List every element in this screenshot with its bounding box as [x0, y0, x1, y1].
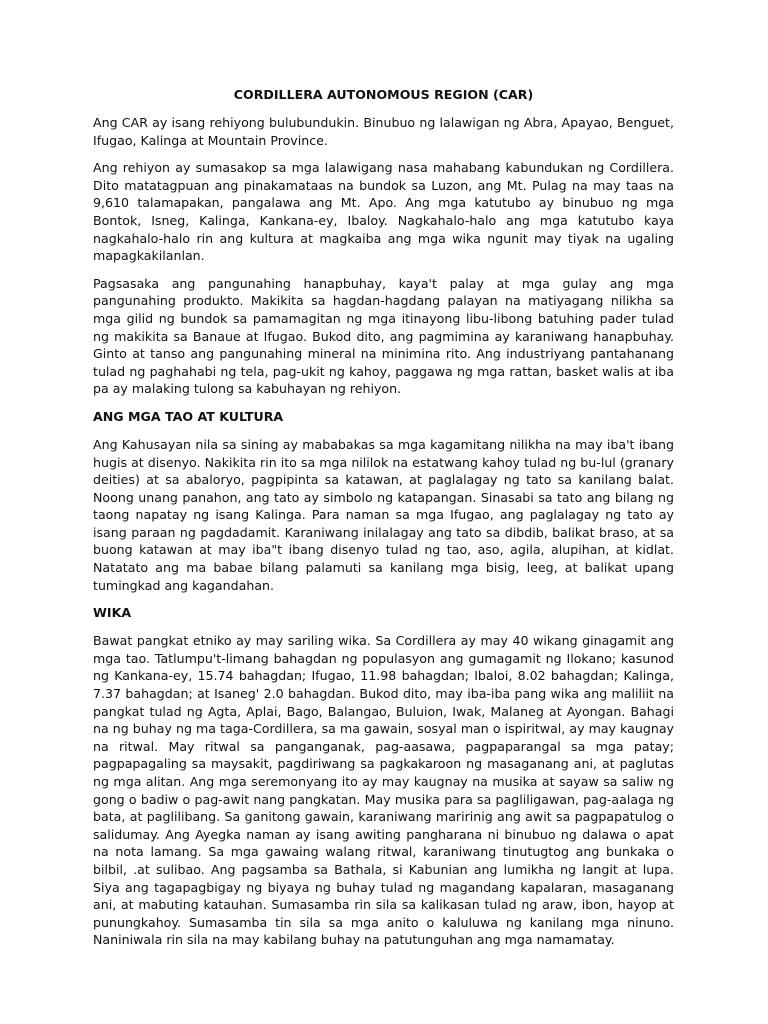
intro-paragraph-3: Pagsasaka ang pangunahing hanapbuhay, kaya't palay at mga gulay ang mga pangunahing produkto. Makikita sa hagdan-hagdang palayan na matiyagang nilikha sa mga gilid ng bundok sa pamamagitan ng mga itinayong libu-libong batuhing pader tulad ng makikita sa Banaue at Ifugao. Bukod dito, ang pagmimina ay karaniwang hanapbuhay. Ginto at tanso ang pangunahing mineral na minimina rito. Ang industriyang pantahanang tulad ng paghahabi ng tela, pag-ukit ng kahoy, paggawa ng mga rattan, basket walis at iba pa ay malaking tulong sa kabuhayan ng rehiyon. [93, 275, 674, 397]
section-body-tao-at-kultura: Ang Kahusayan nila sa sining ay mababakas sa mga kagamitang nilikha na may iba't ibang hugis at disenyo. Nakikita rin ito sa mga nililok na estatwang kahoy tulad ng bu-lul (granary deities) at sa abaloryo, pagpipinta sa katawan, at paglalagay ng tato sa kanilang balat. Noong unang panahon, ang tato ay simbolo ng katapangan. Sinasabi sa tato ang bilang ng taong napatay ng isang Kalinga. Para naman sa mga Ifugao, ang paglalagay ng tato ay isang paraan ng pagdadamit. Karaniwang inilalagay ang tato sa dibdib, balikat braso, at sa buong katawan at may iba"t ibang disenyo tulad ng tao, aso, agila, alupihan, at kidlat. Natatato ang ma babae bilang palamuti sa kanilang mga bisig, leeg, at balikat upang tumingkad ang kagandahan. [93, 436, 674, 593]
section-heading-tao-at-kultura: ANG MGA TAO AT KULTURA [93, 408, 284, 424]
document-title: CORDILLERA AUTONOMOUS REGION (CAR) [233, 87, 534, 102]
intro-paragraph-2: Ang rehiyon ay sumasakop sa mga lalawigang nasa mahabang kabundukan ng Cordillera. Dito matatagpuan ang pinakamataas na bundok sa Luzon, ang Mt. Pulag na may taas na 9,610 talamapakan, pangalawa ang Mt. Apo. Ang mga katutubo ay binubuo ng mga Bontok, Isneg, Kalinga, Kankana-ey, Ibaloy. Nagkahalo-halo ang mga katutubo kaya nagkahalo-halo rin ang kultura at magkaiba ang mga wika ngunit may tiyak na ugaling mapagkakilanlan. [93, 160, 674, 264]
section-body-wika: Bawat pangkat etniko ay may sariling wika. Sa Cordillera ay may 40 wikang ginagamit ang mga tao. Tatlumpu't-limang bahagdan ng populasyon ang gumagamit ng Ilokano; kasunod ng Kankana-ey, 15.74 bahagdan; Ifugao, 11.98 bahagdan; Ibaloi, 8.02 bahagdan; Kalinga, 7.37 bahagdan; at Isaneg' 2.0 bahagdan. Bukod dito, may iba-iba pang wika ang maliliit na pangkat tulad ng Agta, Aplai, Bago, Balangao, Buluion, Iwak, Malaneg at Ayongan. Bahagi na ng buhay ng ma taga-Cordillera, sa ma gawain, sosyal man o ispiritwal, ay may kaugnay na ritwal. May ritwal sa panganganak, pag-aasawa, pagpaparangal sa mga patay; pagpapagaling sa maysakit, pagdiriwang sa pagkakaroon ng masaganang ani, at paglutas ng mga alitan. Ang mga seremonyang ito ay may kaugnay na musika at sayaw sa saliw ng gong o badiw o pag-awit nang pangkatan. May musika para sa pagliligawan, pag-aalaga ng bata, at paglilibang. Sa ganitong gawain, karaniwang maririnig ang awit sa pagpapatulog o salidumay. Ang Ayegka naman ay isang awiting pangharana ni binubuo ng dalawa o apat na nota lamang. Sa mga gawaing walang ritwal, karaniwang tinutugtog ang bunkaka o bilbil, .at sulibao. Ang pagsamba sa Bathala, si Kabunian ang lumikha ng langit at lupa. Siya ang tagapagbigay ng biyaya ng buhay tulad ng magandang kapalaran, masaganang ani, at mabuting katauhan. Sumasamba rin sila sa kalikasan tulad ng araw, ibon, hayop at punungkahoy. Sumasamba tin sila sa mga anito o kaluluwa ng kanilang mga ninuno. Naniniwala rin sila na may kabilang buhay na patutunguhan ang mga namamatay. [93, 633, 674, 948]
section-heading-wika: WIKA [93, 605, 132, 621]
intro-paragraph-1: Ang CAR ay isang rehiyong bulubundukin. Binubuo ng lalawigan ng Abra, Apayao, Benguet, Ifugao, Kalinga at Mountain Province. [93, 115, 674, 148]
